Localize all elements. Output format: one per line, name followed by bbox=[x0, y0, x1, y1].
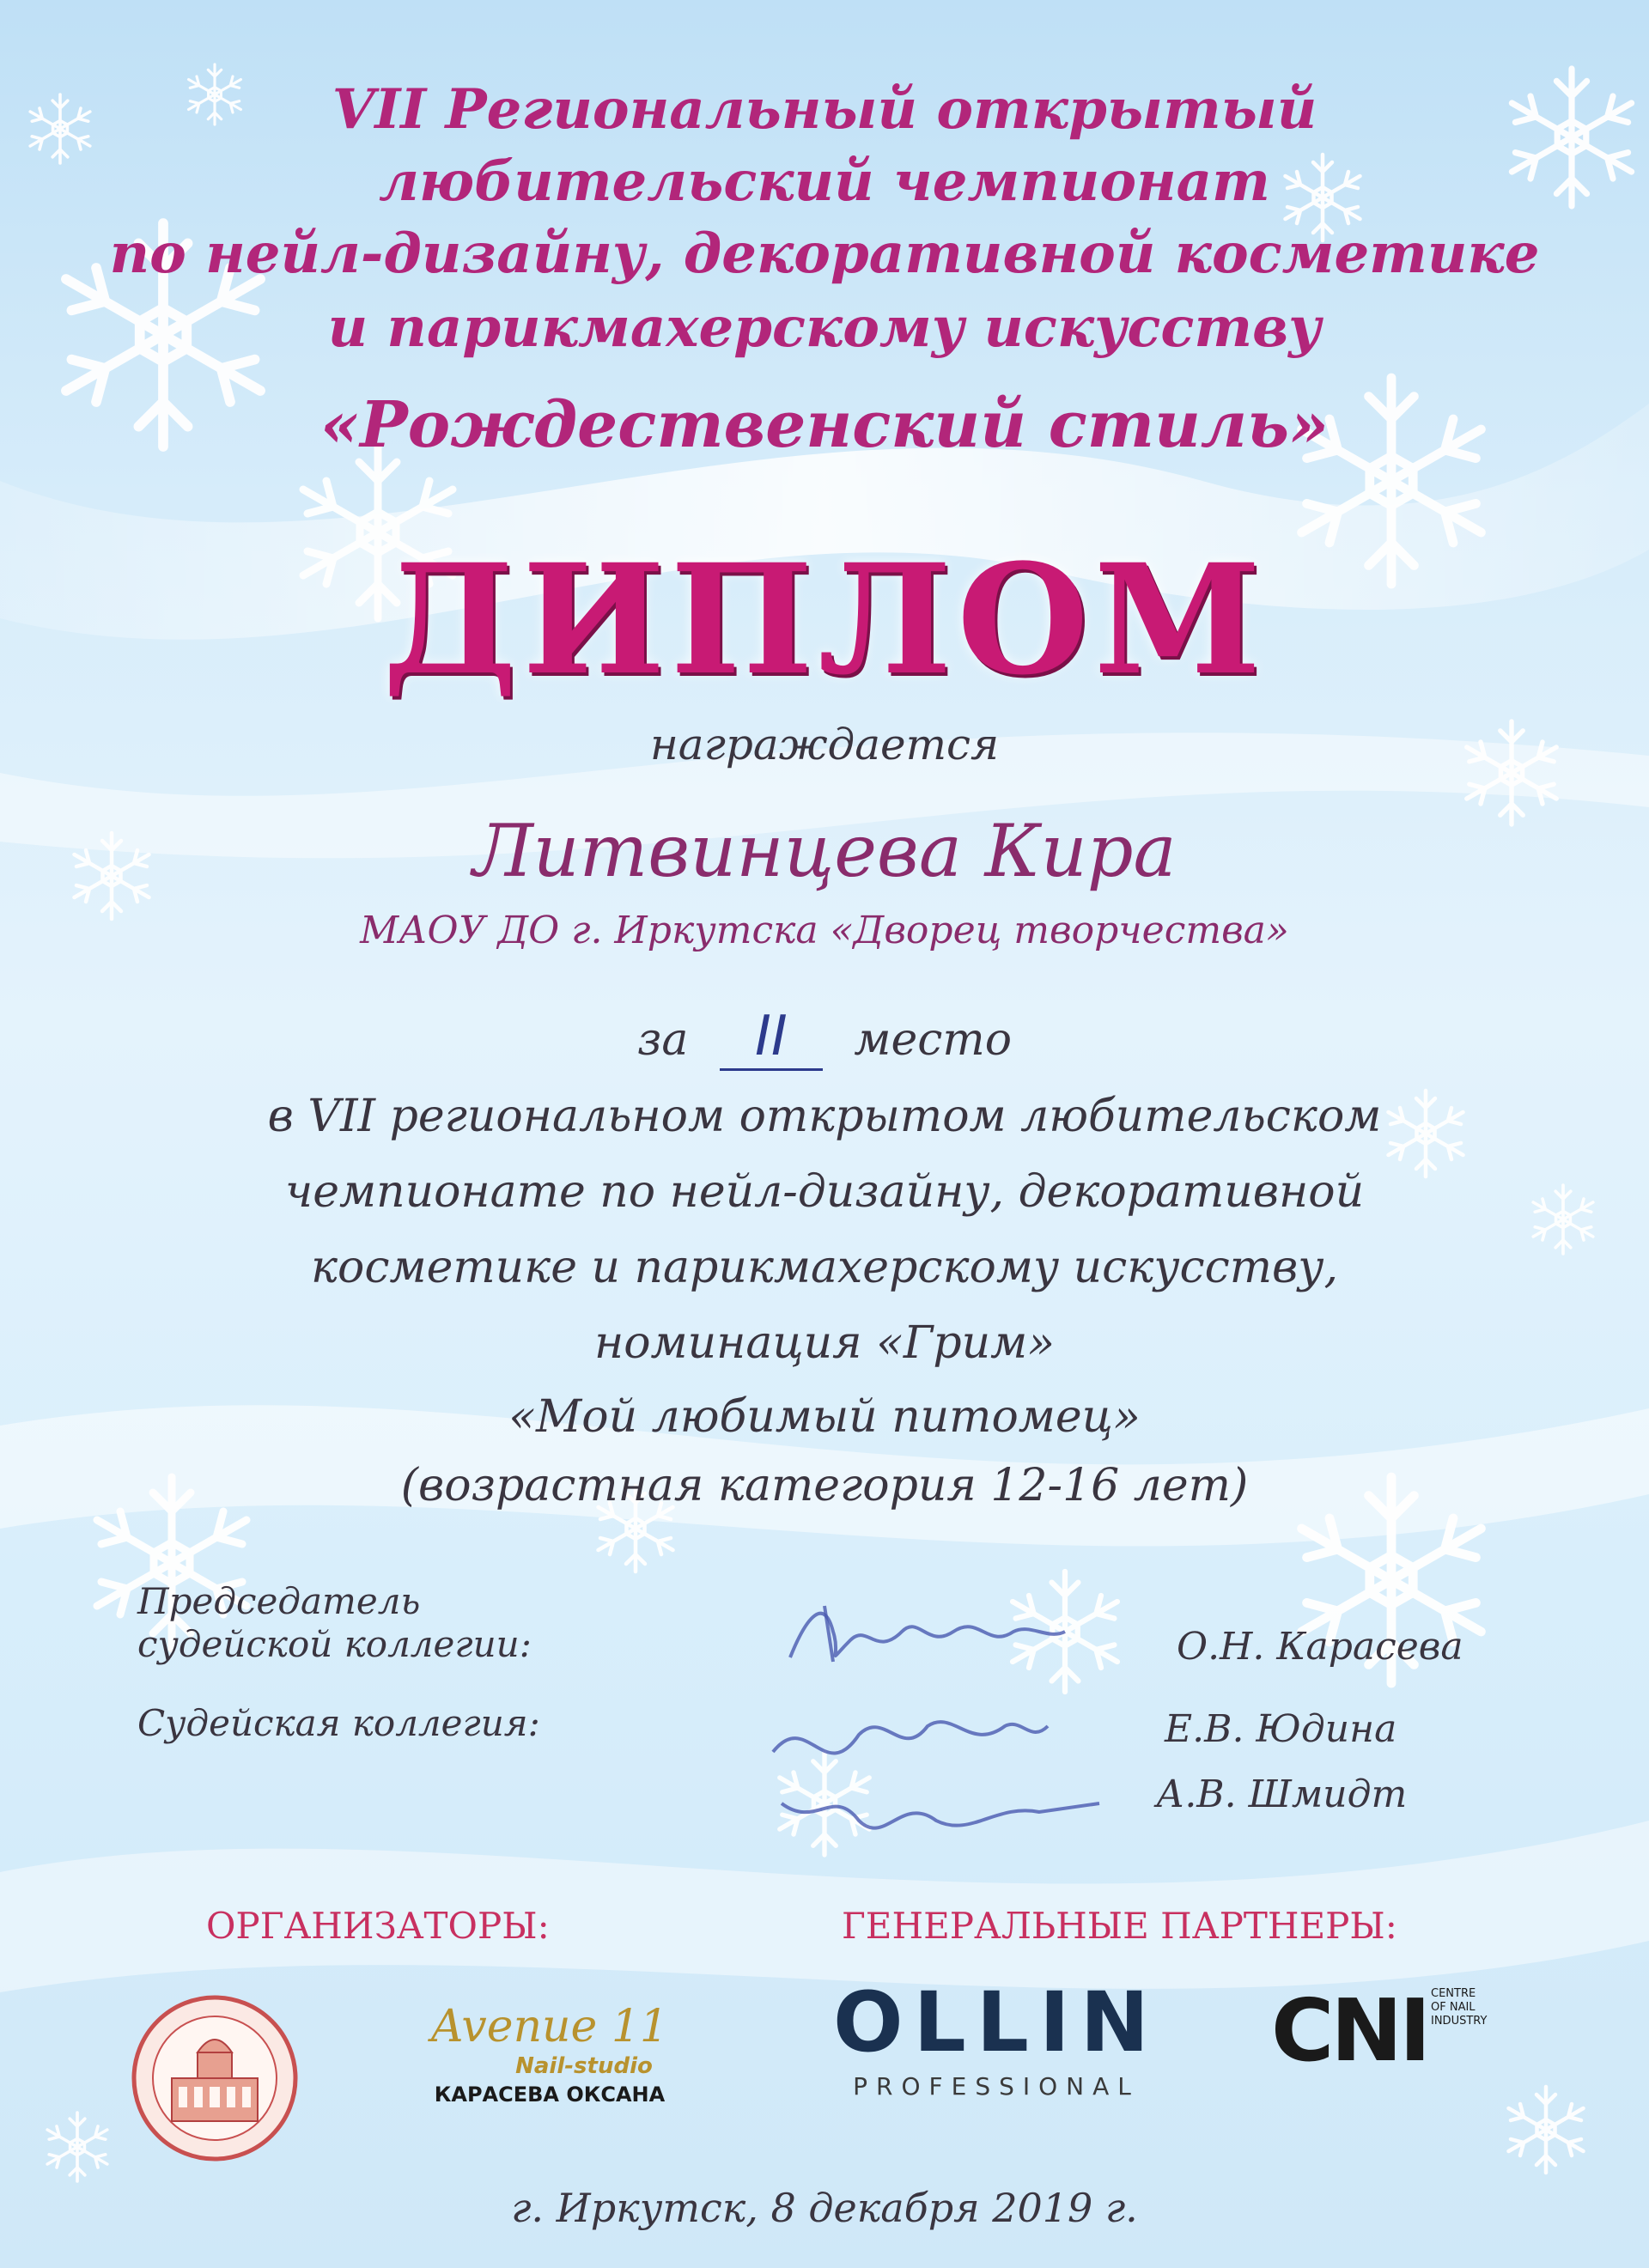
cni-logo-sub bbox=[1431, 1987, 1487, 2028]
header-line-3: по нейл-дизайну, декоративной косметике bbox=[109, 222, 1540, 286]
diploma-title: ДИПЛОМ bbox=[382, 531, 1267, 708]
jury-name-1: Е.В. Юдина bbox=[1165, 1707, 1397, 1751]
footer-place-date: г. Иркутск, 8 декабря 2019 г. bbox=[511, 2185, 1138, 2231]
partners-heading: ГЕНЕРАЛЬНЫЕ ПАРТНЕРЫ: bbox=[842, 1905, 1397, 1947]
cni-sub-line-3: INDUSTRY bbox=[1431, 2015, 1488, 2028]
recipient-name: Литвинцева Кира bbox=[472, 809, 1177, 893]
jury-name-2: А.В. Шмидт bbox=[1156, 1772, 1408, 1816]
cni-sub-line-1: CENTRE bbox=[1431, 1987, 1476, 2000]
palace-icon bbox=[129, 1992, 301, 2164]
place-suffix: место bbox=[854, 1014, 1013, 1066]
ollin-logo-sub: PROFESSIONAL bbox=[853, 2072, 1140, 2101]
cni-logo-main: CNI bbox=[1271, 1980, 1428, 2081]
header-line-2: любительский чемпионат bbox=[379, 149, 1270, 214]
header-event-name: «Рождественский стиль» bbox=[319, 388, 1330, 462]
place-line bbox=[0, 1005, 1649, 1071]
age-category: (возрастная категория 12-16 лет) bbox=[400, 1460, 1249, 1511]
description-line-1: в VII региональном открытом любительском bbox=[267, 1091, 1382, 1142]
ollin-logo bbox=[833, 1975, 1159, 2130]
palace-of-creativity-logo bbox=[129, 1992, 301, 2164]
chair-label-line-2: судейской коллегии: bbox=[137, 1623, 532, 1665]
place-value: II bbox=[720, 1005, 823, 1071]
ollin-logo-main: OLLIN bbox=[833, 1974, 1160, 2070]
jury-signatures bbox=[756, 1692, 1117, 1864]
avenue-logo-owner: КАРАСЕВА ОКСАНА bbox=[434, 2083, 666, 2107]
chair-label bbox=[137, 1580, 532, 1666]
nomination-line: номинация «Грим» bbox=[593, 1317, 1056, 1369]
organizers-heading: ОРГАНИЗАТОРЫ: bbox=[206, 1905, 550, 1947]
header-line-1: VII Региональный открытый bbox=[332, 77, 1317, 142]
place-prefix: за bbox=[636, 1014, 689, 1066]
cni-sub-line-2: OF NAIL bbox=[1431, 2001, 1476, 2014]
header-line-4: и парикмахерскому искусству bbox=[327, 295, 1322, 360]
description-line-3: косметике и парикмахерскому искусству, bbox=[311, 1242, 1338, 1293]
work-title: «Мой любимый питомец» bbox=[508, 1391, 1141, 1443]
chair-label-line-1: Председатель bbox=[137, 1580, 421, 1622]
chair-signature bbox=[773, 1580, 1082, 1683]
avenue-logo-title: Avenue 11 bbox=[430, 2001, 669, 2052]
jury-label: Судейская коллегия: bbox=[137, 1702, 540, 1744]
avenue-11-logo bbox=[421, 2001, 678, 2138]
avenue-logo-subtitle: Nail-studio bbox=[515, 2053, 653, 2079]
cni-logo bbox=[1271, 1975, 1494, 2104]
chair-name: О.Н. Карасева bbox=[1177, 1625, 1463, 1669]
awarded-label: награждается bbox=[649, 720, 1000, 769]
recipient-organization: МАОУ ДО г. Иркутска «Дворец творчества» bbox=[360, 909, 1289, 952]
description-line-2: чемпионате по нейл-дизайну, декоративной bbox=[284, 1166, 1365, 1218]
